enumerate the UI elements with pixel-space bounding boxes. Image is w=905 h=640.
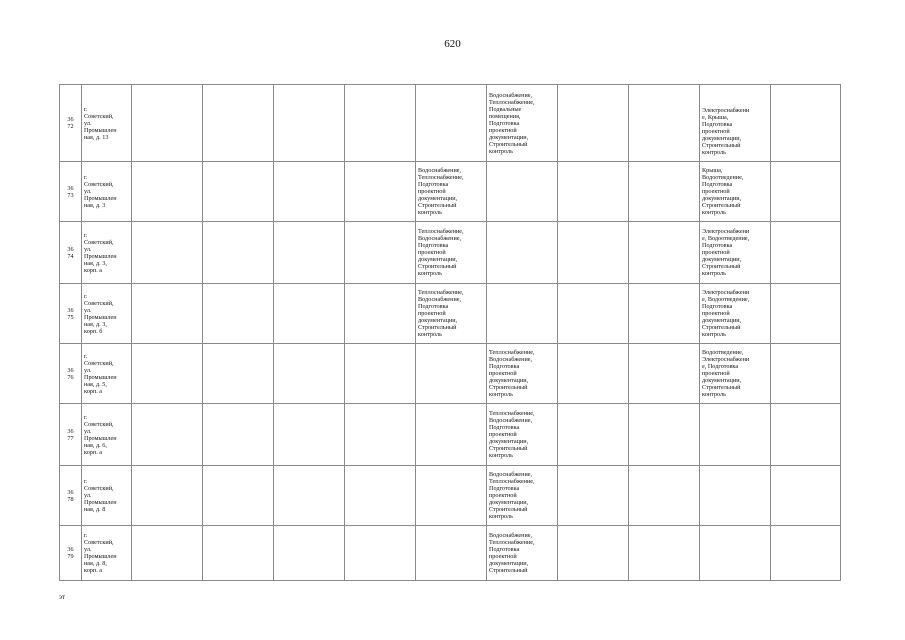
row-number: 36 74 [67, 245, 74, 260]
row-number: 36 79 [67, 546, 74, 560]
work-list-a: Теплоснабжение, Водоснабжение, Подготовка проектной документации, Строительный контроль [418, 289, 464, 338]
work-list-b: Теплоснабжение, Водоснабжение, Подготовка проектной документации, Строительный контроль [489, 410, 535, 459]
row-number: 36 73 [67, 184, 74, 199]
footer-text: эт [59, 593, 66, 601]
work-list-b: Теплоснабжение, Водоснабжение, Подготовка проектной документации, Строительный контроль [489, 349, 535, 398]
works-table [59, 84, 841, 581]
table-row [60, 466, 841, 526]
row-address: г. Советский, ул. Промышлен ная, д. 3 [84, 174, 117, 209]
row-number: 36 76 [67, 366, 74, 381]
work-list-c: Крыша, Водоотведение, Подготовка проектной документации, Строительный контроль [702, 167, 744, 216]
row-number: 36 75 [67, 306, 74, 321]
work-list-b: Водоснабжение, Теплоснабжение, Подвальные помещения, Подготовка проектной документации, Строительный контроль [489, 91, 535, 155]
table-row [60, 344, 841, 404]
work-list-b: Водоснабжение, Теплоснабжение, Подготовка проектной документации, Строительный [489, 532, 535, 574]
row-address: г. Советский, ул. Промышлен ная, д. 3, корп. б [84, 292, 117, 335]
table-row [60, 284, 841, 344]
row-address: г. Советский, ул. Промышлен ная, д. 6, корп. а [84, 413, 117, 456]
table-row [60, 85, 841, 162]
page-number: 620 [444, 38, 461, 50]
row-address: г. Советский, ул. Промышлен ная, д. 3, корп. а [84, 231, 117, 274]
row-address: г. Советский, ул. Промышлен ная, д. 5, корп. а [84, 352, 117, 395]
work-list-c: Водоотведение, Электроснабжени е, Подготовка проектной документации, Строительный контроль [702, 349, 750, 398]
row-address: г. Советский, ул. Промышлен ная, д. 13 [84, 105, 117, 141]
row-number: 36 78 [67, 488, 74, 503]
work-list-c: Электроснабжени е, Водоотведение, Подготовка проектной документации, Строительный контроль [702, 228, 750, 277]
table-row [60, 162, 841, 222]
work-list-c: Электроснабжени е, Водоотведение, Подготовка проектной документации, Строительный контроль [702, 289, 750, 338]
row-number: 36 72 [67, 116, 74, 130]
table-row [60, 526, 841, 581]
work-list-a: Теплоснабжение, Водоснабжение, Подготовка проектной документации, Строительный контроль [418, 228, 464, 277]
row-address: г. Советский, ул. Промышлен ная, д. 8, корп. а [84, 532, 117, 574]
row-number: 36 77 [67, 427, 74, 442]
work-list-c: Электроснабжени е, Крыша, Подготовка проектной документации, Строительный контроль [702, 107, 750, 156]
work-list-a: Водоснабжение, Теплоснабжение, Подготовка проектной документации, Строительный контроль [418, 167, 464, 216]
row-address: г. Советский, ул. Промышлен ная, д. 8 [84, 478, 117, 513]
table-row [60, 222, 841, 284]
table-row [60, 404, 841, 466]
work-list-b: Водоснабжение, Теплоснабжение, Подготовка проектной документации, Строительный контроль [489, 471, 535, 520]
